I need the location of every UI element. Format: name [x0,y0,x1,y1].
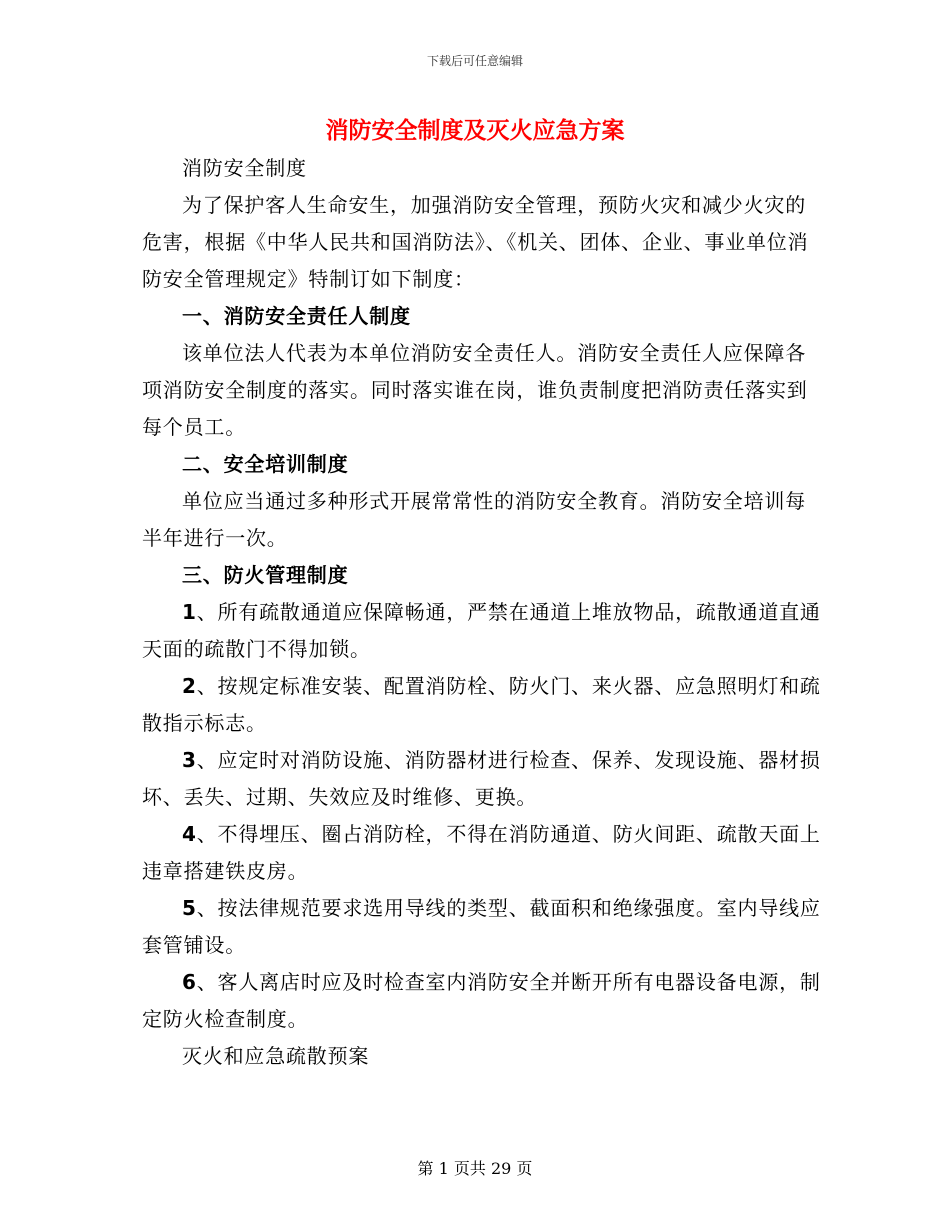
section-heading-1: 一、消防安全责任人制度 [182,304,411,328]
intro-paragraph: 为了保护客人生命安生，加强消防安全管理，预防火灾和减少火灾的危害，根据《中华人民共和国消防法》、《机关、团体、企业、事业单位消防安全管理规定》特制订如下制度： [142,193,809,291]
section-heading-2: 二、安全培训制度 [182,452,349,476]
section-label: 消防安全制度 [182,156,307,180]
list-item-number: 5 [182,896,197,920]
list-item-number: 1 [182,600,197,624]
list-item-number: 3 [182,748,197,772]
list-item-number: 6 [182,970,197,994]
document-title: 消防安全制度及灭火应急方案 [325,118,625,144]
list-item [142,668,822,742]
list-item [142,964,822,1038]
page-footer: 第 1 页共 29 页 [417,1159,533,1178]
list-item [142,890,822,964]
list-item-text: 、按规定标准安装、配置消防栓、防火门、来火器、应急照明灯和疏散指示标志。 [142,674,821,735]
closing-label: 灭火和应急疏散预案 [182,1044,370,1068]
list-item-number: 2 [182,674,197,698]
list-item [142,594,822,668]
list-item-number: 4 [182,822,197,846]
list-item-text: 、不得埋压、圈占消防栓，不得在消防通道、防火间距、疏散天面上违章搭建铁皮房。 [142,822,821,883]
list-item-text: 、应定时对消防设施、消防器材进行检查、保养、发现设施、器材损坏、丢失、过期、失效应及时维修、更换。 [142,748,821,809]
section-body-1: 该单位法人代表为本单位消防安全责任人。消防安全责任人应保障各项消防安全制度的落实。同时落实谁在岗，谁负责制度把消防责任落实到每个员工。 [142,341,808,439]
list-item-text: 、所有疏散通道应保障畅通，严禁在通道上堆放物品，疏散通道直通天面的疏散门不得加锁。 [142,600,821,661]
list-item-text: 、客人离店时应及时检查室内消防安全并断开所有电器设备电源，制定防火检查制度。 [142,970,821,1031]
section-heading-3: 三、防火管理制度 [182,563,349,587]
list-item [142,816,822,890]
page-header-note: 下载后可任意编辑 [426,54,523,68]
section-body-2: 单位应当通过多种形式开展常常性的消防安全教育。消防安全培训每半年进行一次。 [142,489,806,550]
list-item [142,742,822,816]
list-item-text: 、按法律规范要求选用导线的类型、截面积和绝缘强度。室内导线应套管铺设。 [142,896,821,957]
document-body [142,150,822,1075]
